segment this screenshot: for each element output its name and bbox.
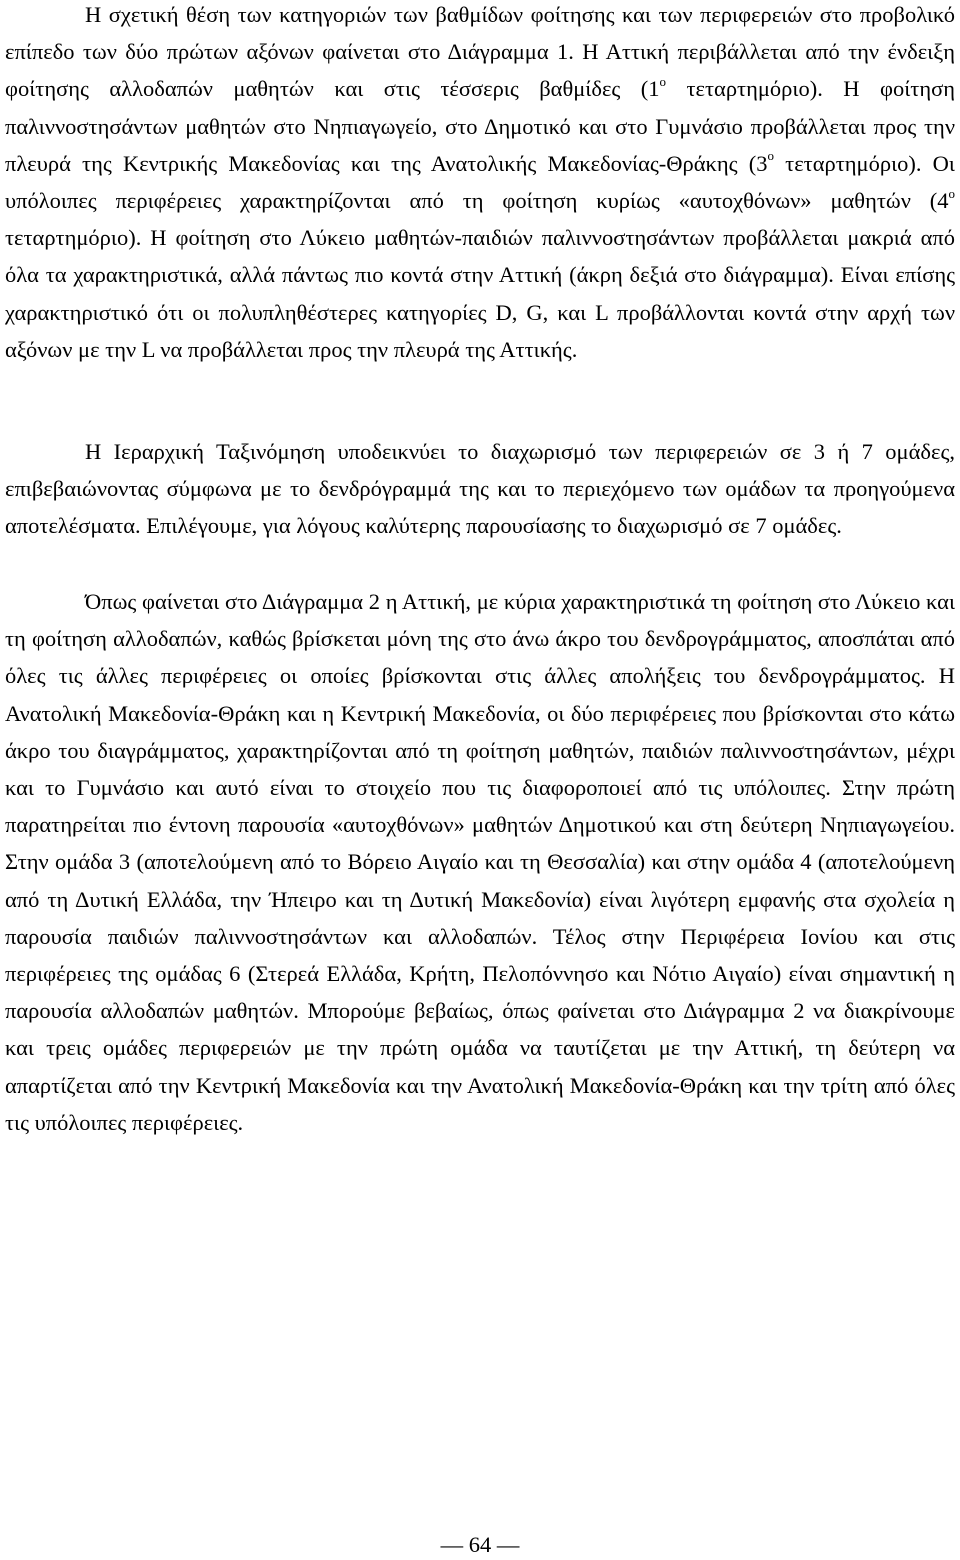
paragraph-3 (5, 583, 955, 1141)
paragraph-1 (5, 0, 955, 368)
paragraph-2-text: Η Ιεραρχική Ταξινόμηση υποδεικνύει το διαχωρισμό των περιφερειών σε 3 ή 7 ομάδες, επιβεβαιώνοντας σύμφωνα με το δενδρόγραμμά της και το περιεχόμενο των ομάδων τα προηγούμενα αποτελέσματα. Επιλέγουμε, για λόγους καλύτερης παρουσίασης το διαχωρισμό σε 7 ομάδες. (5, 439, 955, 539)
paragraph-1-part-4: τεταρτημόριο). Η φοίτηση στο Λύκειο μαθητών-παιδιών παλιννοστησάντων προβάλλεται μακριά από όλα τα χαρακτηριστικά, αλλά πάντως πιο κοντά στην Αττική (άκρη δεξιά στο διάγραμμα). Είναι επίσης χαρακτηριστικό ότι οι πολυπληθέστερες κατηγορίες D, G, και L προβάλλονται κοντά στην αρχή των αξόνων με την L να προβάλλεται προς την πλευρά της Αττικής. (5, 225, 955, 362)
superscript-ordinal: ο (948, 185, 955, 201)
superscript-ordinal: ο (659, 73, 667, 89)
paragraph-1-part-3: τεταρτημόριο). Οι υπόλοιπες περιφέρειες χαρακτηρίζονται από τη φοίτηση κυρίως «αυτοχθόνων» μαθητών (4 (5, 150, 955, 214)
paragraph-2 (5, 433, 955, 545)
paragraph-1-part-2: τεταρτημόριο). Η φοίτηση παλιννοστησάντων μαθητών στο Νηπιαγωγείο, στο Δημοτικό και στο Γυμνάσιο προβάλλεται προς την πλευρά της Κεντρικής Μακεδονίας και της Ανατολικής Μακεδονίας-Θράκης (3 (5, 76, 955, 176)
paragraph-1-part-1: Η σχετική θέση των κατηγοριών των βαθμίδων φοίτησης και των περιφερειών στο προβολικό επίπεδο των δύο πρώτων αξόνων φαίνεται στο Διάγραμμα 1. Η Αττική περιβάλλεται από την ένδειξη φοίτησης αλλοδαπών μαθητών και στις τέσσερις βαθμίδες (1 (5, 2, 955, 102)
page-number: — 64 — (440, 1532, 520, 1557)
paragraph-3-text: Όπως φαίνεται στο Διάγραμμα 2 η Αττική, με κύρια χαρακτηριστικά τη φοίτηση στο Λύκειο και τη φοίτηση αλλοδαπών, καθώς βρίσκεται μόνη της στο άνω άκρο του δενδρογράμματος, αποσπάται από όλες τις άλλες περιφέρειες οι οποίες βρίσκονται στις άλλες απολήξεις του δενδρογράμματος. Η Ανατολική Μακεδονία-Θράκη και η Κεντρική Μακεδονία, οι δύο περιφέρειες που βρίσκονται στο κάτω άκρο του διαγράμματος, χαρακτηρίζονται από τη φοίτηση μαθητών, παιδιών παλιννοστησάντων, μέχρι και το Γυμνάσιο και αυτό είναι το στοιχείο που τις διαφοροποιεί από τις υπόλοιπες. Στην πρώτη παρατηρείται πιο έντονη παρουσία «αυτοχθόνων» μαθητών Δημοτικού και στη δεύτερη Νηπιαγωγείου. Στην ομάδα 3 (αποτελούμενη από το Βόρειο Αιγαίο και τη Θεσσαλία) και στην ομάδα 4 (αποτελούμενη από τη Δυτική Ελλάδα, την Ήπειρο και τη Δυτική Μακεδονία) είναι λιγότερη εμφανής στα σχολεία η παρουσία παιδιών παλιννοστησάντων και αλλοδαπών. Τέλος στην Περιφέρεια Ιονίου και στις περιφέρειες της ομάδας 6 (Στερεά Ελλάδα, Κρήτη, Πελοπόννησο και Νότιο Αιγαίο) είναι σημαντική η παρουσία αλλοδαπών μαθητών. Μπορούμε βεβαίως, όπως φαίνεται στο Διάγραμμα 2 να διακρίνουμε και τρεις ομάδες περιφερειών με την πρώτη ομάδα να ταυτίζεται με την Αττική, τη δεύτερη να απαρτίζεται από την Κεντρική Μακεδονία και την Ανατολική Μακεδονία-Θράκη και την τρίτη από όλες τις υπόλοιπες περιφέρειες. (5, 589, 955, 1135)
superscript-ordinal: ο (767, 148, 774, 164)
